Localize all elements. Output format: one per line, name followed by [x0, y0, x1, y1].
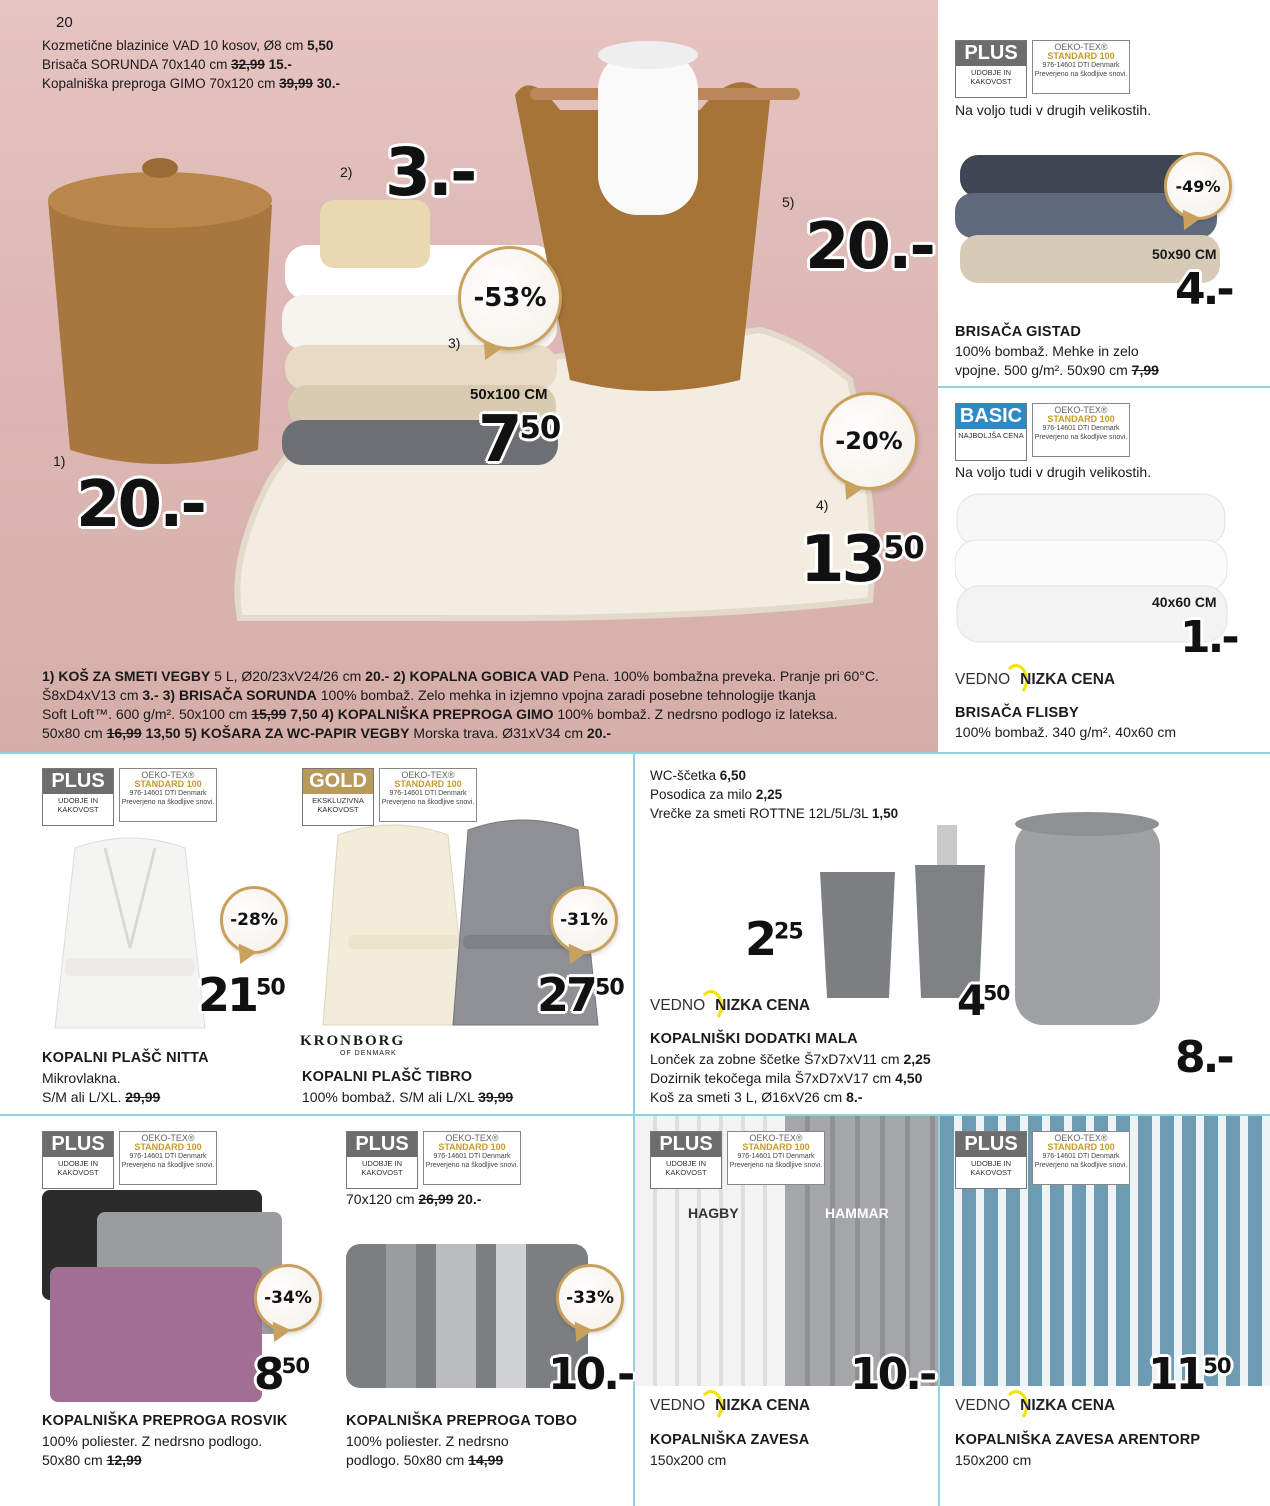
- label-3: 3): [448, 335, 461, 351]
- quality-badge-gold: GOLD EKSKLUZIVNA KAKOVOST OEKO-TEX® STANDARD 100 976-14601 DTI Denmark Preverjeno na škodljive snovi.: [302, 768, 477, 826]
- trash-can: [1015, 820, 1160, 1025]
- mala-intro: WC-ščetka 6,50 Posodica za milo 2,25 Vrečke za smeti ROTTNE 12L/5L/3L 1,50: [650, 768, 899, 821]
- gistad-title: BRISAČA GISTAD: [955, 324, 1082, 340]
- rosvik-price: $8^{50}$: [254, 1349, 310, 1400]
- oeko-tex-label: OEKO-TEX® STANDARD 100 976-14601 DTI Denmark Preverjeno na škodljive snovi.: [423, 1131, 521, 1185]
- price-2: 3.-: [385, 134, 475, 211]
- hero-footer-line1: 1) KOŠ ZA SMETI VEGBY 5 L, Ø20/23xV24/26 cm 20.- 2) KOPALNA GOBICA VAD Pena. 100% bombažna preveka. Pranje pri 60°C.: [42, 668, 879, 684]
- nitta-discount: -28%: [220, 886, 288, 954]
- quality-badge-plus: PLUS UDOBJE IN KAKOVOST OEKO-TEX® STANDARD 100 976-14601 DTI Denmark Preverjeno na škodljive snovi.: [346, 1131, 521, 1189]
- label-2: 2): [340, 164, 353, 180]
- hero-footer-line2: Š8xD4xV13 cm 3.- 3) BRISAČA SORUNDA 100% bombaž. Zelo mehka in izjemno vpojna zaradi posebne tehnologije tkanja: [42, 687, 816, 703]
- mala-price-tumbler: $2^{25}$: [745, 912, 803, 966]
- label-1: 1): [53, 453, 66, 469]
- tobo-desc: 100% poliester. Z nedrsno podlogo. 50x80 cm 14,99: [346, 1433, 509, 1468]
- gistad-size: 50x90 CM: [1152, 246, 1217, 262]
- zavesa-title: KOPALNIŠKA ZAVESA: [650, 1432, 810, 1448]
- tumbler: [820, 872, 895, 998]
- oeko-tex-label: OEKO-TEX® STANDARD 100 976-14601 DTI Denmark Preverjeno na škodljive snovi.: [119, 1131, 217, 1185]
- label-4: 4): [816, 497, 829, 513]
- hero-footer: [42, 667, 932, 743]
- hammar-label: HAMMAR: [825, 1205, 889, 1221]
- quality-badge-plus: PLUS UDOBJE IN KAKOVOST OEKO-TEX® STANDARD 100 976-14601 DTI Denmark Preverjeno na škodljive snovi.: [42, 768, 217, 826]
- quality-badge-plus: PLUS UDOBJE IN KAKOVOST OEKO-TEX® STANDARD 100 976-14601 DTI Denmark Preverjeno na škodljive snovi.: [955, 1131, 1130, 1189]
- discount-bubble-3: -53%: [458, 246, 562, 350]
- quality-badge-basic: BASIC NAJBOLJŠA CENA OEKO-TEX® STANDARD 100 976-14601 DTI Denmark Preverjeno na škodljive snovi.: [955, 403, 1130, 461]
- oeko-tex-label: OEKO-TEX® STANDARD 100 976-14601 DTI Denmark Preverjeno na škodljive snovi.: [119, 768, 217, 822]
- zavesa-price: 10.-: [850, 1349, 935, 1400]
- tobo-title: KOPALNIŠKA PREPROGA TOBO: [346, 1413, 578, 1429]
- price-5: 20.-: [805, 210, 933, 284]
- oeko-tex-label: OEKO-TEX® STANDARD 100 976-14601 DTI Denmark Preverjeno na škodljive snovi.: [1032, 403, 1130, 457]
- flisby-desc: 100% bombaž. 340 g/m². 40x60 cm: [955, 724, 1177, 740]
- toilet-roll: [598, 50, 698, 215]
- tibro-title: KOPALNI PLAŠČ TIBRO: [302, 1069, 473, 1085]
- lowest-price-logo: VEDNO NIZKA CENA: [650, 1390, 810, 1422]
- label-5: 5): [782, 194, 795, 210]
- mala-desc: Lonček za zobne ščetke Š7xD7xV11 cm 2,25 Dozirnik tekočega mila Š7xD7xV17 cm 4,50 Koš za smeti 3 L, Ø16xV26 cm 8.-: [650, 1051, 931, 1105]
- tibro-discount: -31%: [550, 886, 618, 954]
- rosvik-desc: 100% poliester. Z nedrsno podlogo. 50x80 cm 12,99: [42, 1433, 263, 1468]
- divider: [0, 752, 1270, 754]
- tobo-discount: -33%: [556, 1264, 624, 1332]
- hero-illustration: [0, 0, 938, 752]
- tobo-price: 10.-: [548, 1349, 633, 1400]
- rosvik-title: KOPALNIŠKA PREPROGA ROSVIK: [42, 1413, 288, 1429]
- page-number: 20: [56, 14, 73, 31]
- nitta-desc: Mikrovlakna. S/M ali L/XL. 29,99: [42, 1070, 161, 1105]
- gistad-price: 4.-: [1175, 264, 1232, 315]
- rosvik-discount: -34%: [254, 1264, 322, 1332]
- gistad-availability: Na voljo tudi v drugih velikostih.: [955, 102, 1152, 118]
- flisby-size: 40x60 CM: [1152, 594, 1217, 610]
- arentorp-price: $11^{50}$: [1148, 1349, 1231, 1400]
- quality-badge-plus: PLUS UDOBJE IN KAKOVOST OEKO-TEX® STANDARD 100 976-14601 DTI Denmark Preverjeno na škodljive snovi.: [650, 1131, 825, 1189]
- nitta-title: KOPALNI PLAŠČ NITTA: [42, 1050, 209, 1066]
- gistad-desc: 100% bombaž. Mehke in zelo vpojne. 500 g/m². 50x90 cm 7,99: [955, 343, 1159, 378]
- discount-bubble-4: -20%: [820, 392, 918, 490]
- hero-intro: [42, 36, 340, 93]
- mala-price-dispenser: $4^{50}$: [957, 976, 1010, 1025]
- mala-price-bin: 8.-: [1175, 1032, 1232, 1083]
- oeko-tex-label: OEKO-TEX® STANDARD 100 976-14601 DTI Denmark Preverjeno na škodljive snovi.: [727, 1131, 825, 1185]
- oeko-tex-label: OEKO-TEX® STANDARD 100 976-14601 DTI Denmark Preverjeno na škodljive snovi.: [379, 768, 477, 822]
- size-3: 50x100 CM: [470, 386, 548, 403]
- kronborg-logo: KRONBORG: [300, 1033, 406, 1049]
- hagby-label: HAGBY: [688, 1205, 739, 1221]
- hero-footer-line4: 50x80 cm 16,99 13,50 5) KOŠARA ZA WC-PAPIR VEGBY Morska trava. Ø31xV34 cm 20.-: [42, 725, 612, 741]
- gistad-discount: -49%: [1164, 152, 1232, 220]
- tobo-large-size: 70x120 cm 26,99 20.-: [346, 1191, 482, 1207]
- lowest-price-logo: VEDNO NIZKA CENA: [650, 990, 810, 1022]
- lowest-price-logo: VEDNO NIZKA CENA: [955, 1390, 1115, 1422]
- intro-line-sorunda: Brisača SORUNDA 70x140 cm 32,99 15.-: [42, 57, 292, 72]
- tibro-desc: 100% bombaž. S/M ali L/XL 39,99: [302, 1089, 514, 1105]
- lowest-price-logo: VEDNO NIZKA CENA: [955, 664, 1115, 696]
- oeko-tex-label: OEKO-TEX® STANDARD 100 976-14601 DTI Denmark Preverjeno na škodljive snovi.: [1032, 1131, 1130, 1185]
- flisby-price: 1.-: [1180, 612, 1237, 663]
- hero-footer-line3: Soft Loft™. 600 g/m². 50x100 cm 15,99 7,50 4) KOPALNIŠKA PREPROGA GIMO 100% bombaž. Z nedrsno podlogo iz lateksa.: [42, 706, 838, 722]
- flisby-title: BRISAČA FLISBY: [955, 705, 1079, 721]
- oeko-tex-label: OEKO-TEX® STANDARD 100 976-14601 DTI Denmark Preverjeno na škodljive snovi.: [1032, 40, 1130, 94]
- nitta-price: $21^{50}$: [198, 968, 285, 1022]
- quality-badge-plus: PLUS UDOBJE IN KAKOVOST OEKO-TEX® STANDARD 100 976-14601 DTI Denmark Preverjeno na škodljive snovi.: [955, 40, 1130, 98]
- price-1: 20.-: [76, 468, 204, 542]
- price-4: $13^{50}$: [800, 523, 924, 597]
- intro-line-vad: Kozmetične blazinice VAD 10 kosov, Ø8 cm 5,50: [42, 38, 334, 53]
- kronborg-logo-sub: OF DENMARK: [340, 1050, 397, 1057]
- arentorp-title: KOPALNIŠKA ZAVESA ARENTORP: [955, 1432, 1201, 1448]
- price-3: $7^{50}$: [478, 403, 561, 477]
- hero-panel: [0, 0, 938, 752]
- zavesa-desc: 150x200 cm: [650, 1452, 727, 1468]
- arentorp-desc: 150x200 cm: [955, 1452, 1032, 1468]
- nitta-robe-image: [45, 828, 215, 1040]
- tibro-price: $27^{50}$: [537, 968, 624, 1022]
- quality-badge-plus: PLUS UDOBJE IN KAKOVOST OEKO-TEX® STANDARD 100 976-14601 DTI Denmark Preverjeno na škodljive snovi.: [42, 1131, 217, 1189]
- mala-title: KOPALNIŠKI DODATKI MALA: [650, 1031, 858, 1047]
- flisby-availability: Na voljo tudi v drugih velikostih.: [955, 464, 1152, 480]
- divider: [938, 386, 1270, 388]
- intro-line-gimo: Kopalniška preproga GIMO 70x120 cm 39,99 30.-: [42, 76, 340, 91]
